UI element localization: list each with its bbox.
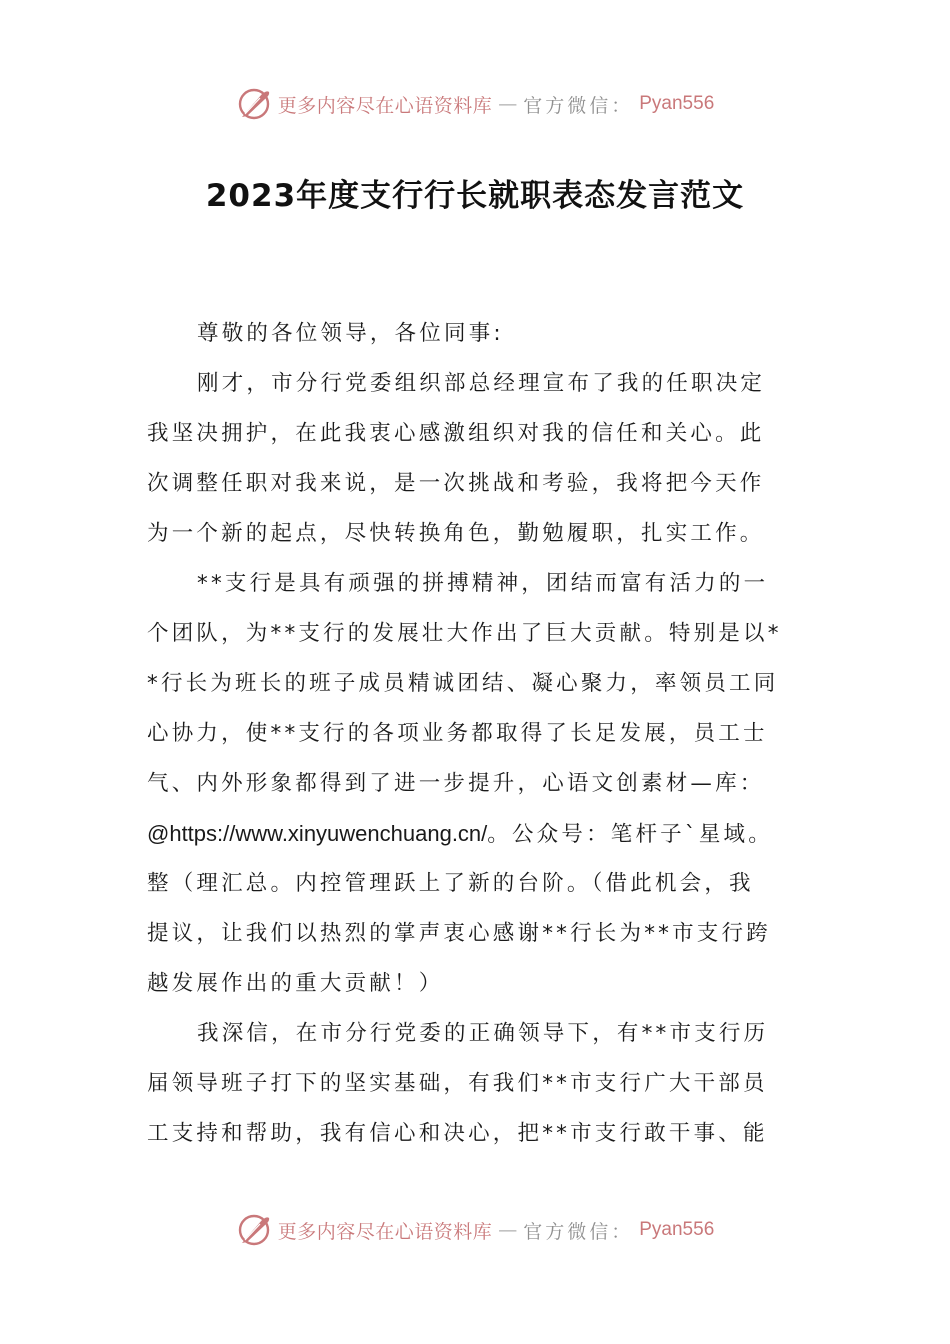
paragraph-line: 届领导班子打下的坚实基础，有我们**市支行广大干部员 (147, 1071, 768, 1096)
document-title: 2023年度支行行长就职表态发言范文 (205, 178, 745, 214)
document-body (147, 309, 812, 1159)
watermark-dash: — (498, 93, 518, 115)
footer-watermark (0, 1208, 950, 1252)
paragraph-line (147, 809, 812, 859)
paragraph-line-rest: 。公众号：笔杆子`星域。 (487, 822, 773, 847)
paragraph-line: 气、内外形象都得到了进一步提升，心语文创素材—库： (147, 771, 765, 796)
quill-pen-logo-icon (236, 1212, 272, 1248)
paragraph-line: 心协力，使**支行的各项业务都取得了长足发展，员工士 (147, 721, 768, 746)
paragraph-line: 整（理汇总。内控管理跃上了新的台阶。（借此机会，我 (147, 871, 754, 896)
website-link[interactable]: @https://www.xinyuwenchuang.cn/ (147, 821, 488, 846)
watermark-brand: 更多内容尽在心语资料库 (277, 1220, 493, 1243)
paragraph-line: *行长为班长的班子成员精诚团结、凝心聚力，率领员工同 (147, 671, 779, 696)
paragraph-line: 刚才，市分行党委组织部总经理宣布了我的任职决定 (197, 371, 766, 396)
watermark-channel: 官方微信： (523, 94, 634, 117)
paragraph-line: 工支持和帮助，我有信心和决心，把**市支行敢干事、能 (147, 1121, 768, 1146)
header-watermark (0, 82, 950, 126)
watermark-wechat-id: Pyan556 (639, 1219, 715, 1240)
watermark-brand: 更多内容尽在心语资料库 (277, 94, 493, 117)
paragraph-line: 个团队，为**支行的发展壮大作出了巨大贡献。特别是以* (147, 621, 782, 646)
paragraph-line: 越发展作出的重大贡献！） (147, 971, 444, 996)
paragraph-line: 我坚决拥护，在此我衷心感激组织对我的信任和关心。此 (147, 421, 765, 446)
watermark-channel: 官方微信： (523, 1220, 634, 1243)
paragraph-line: 提议，让我们以热烈的掌声衷心感谢**行长为**市支行跨 (147, 921, 771, 946)
paragraph-line: 为一个新的起点，尽快转换角色，勤勉履职，扎实工作。 (147, 521, 765, 546)
watermark-dash: — (498, 1219, 518, 1241)
salutation: 尊敬的各位领导，各位同事: (197, 321, 504, 346)
paragraph-line: **支行是具有顽强的拼搏精神，团结而富有活力的一 (197, 571, 769, 596)
watermark-wechat-id: Pyan556 (639, 93, 715, 114)
quill-pen-logo-icon (236, 86, 272, 122)
paragraph-line: 次调整任职对我来说，是一次挑战和考验，我将把今天作 (147, 471, 765, 496)
paragraph-line: 我深信，在市分行党委的正确领导下，有**市支行历 (197, 1021, 769, 1046)
